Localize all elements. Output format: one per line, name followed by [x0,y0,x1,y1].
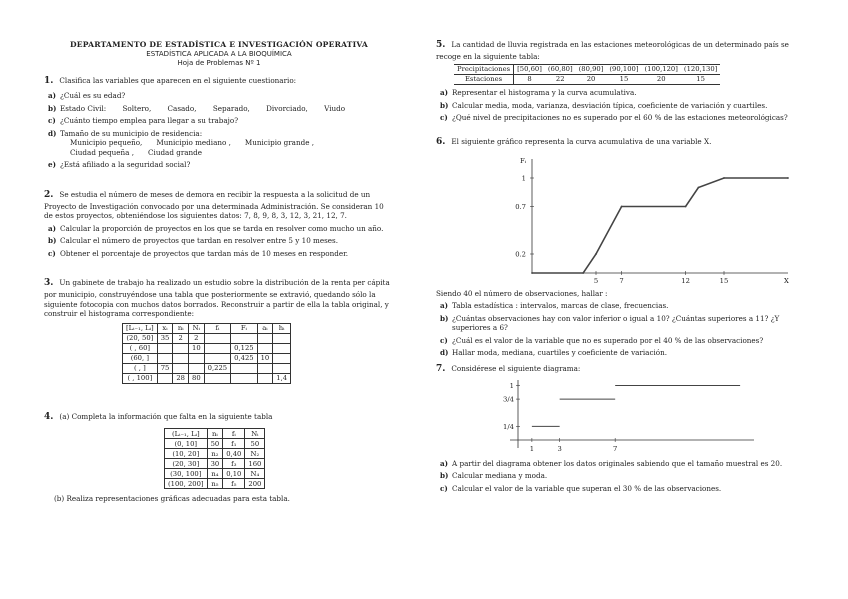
table-cell [273,333,291,343]
table-cell [173,363,189,373]
table-cell: (20, 50] [123,333,158,343]
table-cell: (Lᵢ₋₁, Lᵢ] [165,429,208,439]
table-cell: 0,125 [231,343,257,353]
table-cell [204,343,230,353]
table-cell: Nᵢ [189,323,205,333]
table-cell: 160 [245,459,265,469]
x-tick-label: 7 [619,276,624,285]
table-row [165,479,265,489]
problem-intro: Considérese el siguiente diagrama: [451,363,581,373]
table-cell: f₁ [223,439,245,449]
table-cell: 2 [173,333,189,343]
item-b: b) Estado Civil: Soltero, Casado, Separado, Divorciado, Viudo [48,103,346,113]
table-cell: (90,100] [606,65,641,75]
table-cell: [Lᵢ₋₁, Lᵢ] [123,323,158,333]
table-cell [231,373,257,383]
problem-7 [436,364,806,493]
table-cell: 15 [681,75,720,85]
item-b: b) ¿Cuántas observaciones hay con valor inferior o igual a 10? ¿Cuántas superiores a 11? ¿Y superiores a 6? [440,313,780,333]
table-cell [231,363,257,373]
table-cell: 50 [245,439,265,449]
table-cell: (60,80] [545,65,576,75]
table-cell: xᵢ [157,323,173,333]
table-cell: 0,425 [231,353,257,363]
item-a: a) Representar el histograma y la curva acumulativa. [440,88,637,98]
item-d: d) Hallar moda, mediana, cuartiles y coeficiente de variación. [440,348,668,358]
data-point [621,205,623,207]
problem-intro: El siguiente gráfico representa la curva acumulativa de una variable X. [451,136,712,146]
table-cell [257,373,273,383]
item-c: c) Calcular el valor de la variable que superan el 30 % de las observaciones. [440,483,722,493]
table-cell: [50,60] [514,65,545,75]
problem-5 [436,40,806,123]
table-cell [204,353,230,363]
table-cell: ( , 100] [123,373,158,383]
subject-title: ESTADÍSTICA APLICADA A LA BIOQUÍMICA [146,50,292,59]
table-cell [173,353,189,363]
table-cell: n₄ [207,469,223,479]
table-cell: 200 [245,479,265,489]
table-row [454,75,720,85]
problem-number: 4. [44,411,54,422]
table-row [123,333,291,343]
table-cell [157,343,173,353]
table-row [165,449,265,459]
table-row [123,343,291,353]
table-cell: ( , ] [123,363,158,373]
table-row [123,373,291,383]
cumulative-chart-svg [502,151,802,287]
table-cell: 35 [157,333,173,343]
table-cell: Fᵢ [231,323,257,333]
table-cell: (0, 10] [165,439,208,449]
table-cell: 30 [207,459,223,469]
problem-number: 5. [436,40,446,50]
y-tick-label: 1/4 [503,422,514,431]
table-cell: (60, ] [123,353,158,363]
item-c: c) ¿Qué nivel de precipitaciones no es superado por el 60 % de las estaciones meteorológicas? [440,113,788,123]
y-tick-label: 1 [509,381,514,390]
table-cell [273,343,291,353]
data-point [787,177,789,179]
table-cell: 50 [207,439,223,449]
table-cell: hᵢ [273,323,291,333]
table-row [123,363,291,373]
data-point [723,177,725,179]
table-cell [257,333,273,343]
x-tick-label: 3 [557,444,562,453]
problem-number: 7. [436,363,446,374]
table-cell: f₃ [223,459,245,469]
problem-intro: Clasifica las variables que aparecen en el siguiente cuestionario: [59,76,297,86]
table-cell: f₅ [223,479,245,489]
x-tick-label: 5 [593,276,599,285]
table-cell: N₄ [245,469,265,479]
table-header-row [123,323,291,333]
item-a: a) Tabla estadística : intervalos, marcas de clase, frecuencias. [440,301,669,311]
problem-intro: La cantidad de lluvia registrada en las estaciones meteorológicas de un determinado país se recoge en la siguiente tabla: [436,40,789,61]
table-cell: (30, 100] [165,469,208,479]
x-tick-label: 15 [719,276,729,285]
problem-number: 6. [436,136,446,147]
table-cell [273,363,291,373]
y-tick-label: 0.7 [515,202,526,211]
table-cell: (100,120] [642,65,681,75]
table-cell [204,373,230,383]
table-cell [157,353,173,363]
data-point [531,272,533,274]
table-cell: fᵢ [223,429,245,439]
y-tick-label: 3/4 [503,395,514,404]
problem-number: 1. [44,76,54,87]
table-cell: 20 [576,75,607,85]
x-tick-label: 1 [529,444,535,453]
table-cell: Nᵢ [245,429,265,439]
data-point [698,186,700,188]
table-cell [257,343,273,353]
right-column [436,40,806,496]
table-cell [157,373,173,383]
y-axis-label: Fᵢ [520,156,527,165]
table-cell: n₂ [207,449,223,459]
x-tick-label: 12 [681,276,690,285]
table-row [165,439,265,449]
item-d: d) Tamaño de su municipio de residencia: Municipio pequeño, Municipio mediano , Municipio grande , Ciudad pequeña , Ciudad grande [48,128,315,157]
item-a: a) Calcular la proporción de proyectos en los que se tarda en resolver como mucho un año. [48,223,384,233]
problem-intro: (a) Completa la información que falta en la siguiente tabla [59,411,273,421]
problem-4 [44,412,394,504]
table-cell: 10 [257,353,273,363]
table-cell [273,353,291,363]
table-cell: 28 [173,373,189,383]
precipitation-table [454,64,720,85]
item-c: c) ¿Cuál es el valor de la variable que no es superado por el 40 % de las observaciones? [440,335,764,345]
x-tick-label: 7 [613,444,618,453]
table-cell: (10, 20] [165,449,208,459]
table-cell [189,353,205,363]
cumulative-chart [502,151,806,287]
renta-table [122,323,291,384]
table-cell: 15 [606,75,641,85]
item-b: b) Calcular media, moda, varianza, desviación típica, coeficiente de variación y cuartiles. [440,100,768,110]
step-diagram-svg [476,376,756,456]
problem-number: 2. [44,189,54,200]
table-cell: N₂ [245,449,265,459]
table-cell: fᵢ [204,323,230,333]
table-row [165,469,265,479]
table-cell: 0,225 [204,363,230,373]
item-a: a) A partir del diagrama obtener los datos originales sabiendo que el tamaño muestral es 20. [440,458,783,468]
document-header [44,40,394,68]
table-row [123,353,291,363]
item-e: e) ¿Está afiliado a la seguridad social? [48,160,191,170]
table-cell: nᵢ [207,429,223,439]
table-cell: 0,10 [223,469,245,479]
left-column [44,40,394,504]
table-cell [257,363,273,373]
table-cell: 10 [189,343,205,353]
step-diagram [476,376,806,456]
data-point [685,205,687,207]
table-cell [204,333,230,343]
table-cell [173,343,189,353]
cumulative-series-line [532,178,788,273]
table-cell [189,363,205,373]
table-cell: Estaciones [454,75,514,85]
department-title: DEPARTAMENTO DE ESTADÍSTICA E INVESTIGACIÓN OPERATIVA [70,40,368,49]
table-cell: 22 [545,75,576,85]
table-cell: 20 [642,75,681,85]
table-cell: (80,90] [576,65,607,75]
item-b: b) Calcular el número de proyectos que tardan en resolver entre 5 y 10 meses. [48,236,339,246]
table-header-row [165,429,265,439]
data-point [595,253,597,255]
table-cell: 2 [189,333,205,343]
problem-number: 3. [44,278,54,289]
sheet-title: Hoja de Problemas Nº 1 [177,59,261,68]
item-b: (b) Realiza representaciones gráficas adecuadas para esta tabla. [54,494,290,504]
problem-1 [44,76,394,169]
data-point [582,272,584,274]
table-header-row [454,65,720,75]
problem-intro: Un gabinete de trabajo ha realizado un estudio sobre la distribución de la renta per cápita por municipio, construyéndose una tabla que posteriormente se extravió, quedando sólo la siguiente fotocopia con muchos datos borrados. Reconstruir a partir de ella la tabla original, y construir el histograma correspondiente: [44,278,390,319]
table-cell: 75 [157,363,173,373]
problem-6 [436,137,806,358]
table-cell: 8 [514,75,545,85]
frequency-table [164,428,265,489]
table-cell: nᵢ [173,323,189,333]
table-cell: (20, 30] [165,459,208,469]
problem-2 [44,190,394,258]
y-tick-label: 0.2 [515,250,526,259]
y-tick-label: 1 [521,174,526,183]
table-cell: (120,130] [681,65,720,75]
item-b: b) Calcular mediana y moda. [440,471,548,481]
item-a: a) ¿Cuál es su edad? [48,91,126,101]
item-c: c) Obtener el porcentaje de proyectos que tardan más de 10 meses en responder. [48,248,349,258]
table-cell: Precipitaciones [454,65,514,75]
problem-intro: Se estudia el número de meses de demora en recibir la respuesta a la solicitud de un Proyecto de Investigación convocado por una determinada Administración. Se consideran 10 de estos proyectos, obteniéndose los siguientes datos: 7, 8, 9, 8, 3, 12, 3, 21, 12, 7. [44,189,384,221]
table-cell: (100, 200] [165,479,208,489]
table-cell: 1,4 [273,373,291,383]
problem-6-after: Siendo 40 el número de observaciones, hallar : [436,288,608,298]
table-row [165,459,265,469]
item-c: c) ¿Cuánto tiempo emplea para llegar a su trabajo? [48,116,239,126]
table-cell: ( , 60] [123,343,158,353]
x-axis-label: X [784,276,789,285]
problem-3 [44,278,394,383]
table-cell: 80 [189,373,205,383]
table-cell: 0,40 [223,449,245,459]
table-cell: n₅ [207,479,223,489]
table-cell [231,333,257,343]
table-cell: aᵢ [257,323,273,333]
